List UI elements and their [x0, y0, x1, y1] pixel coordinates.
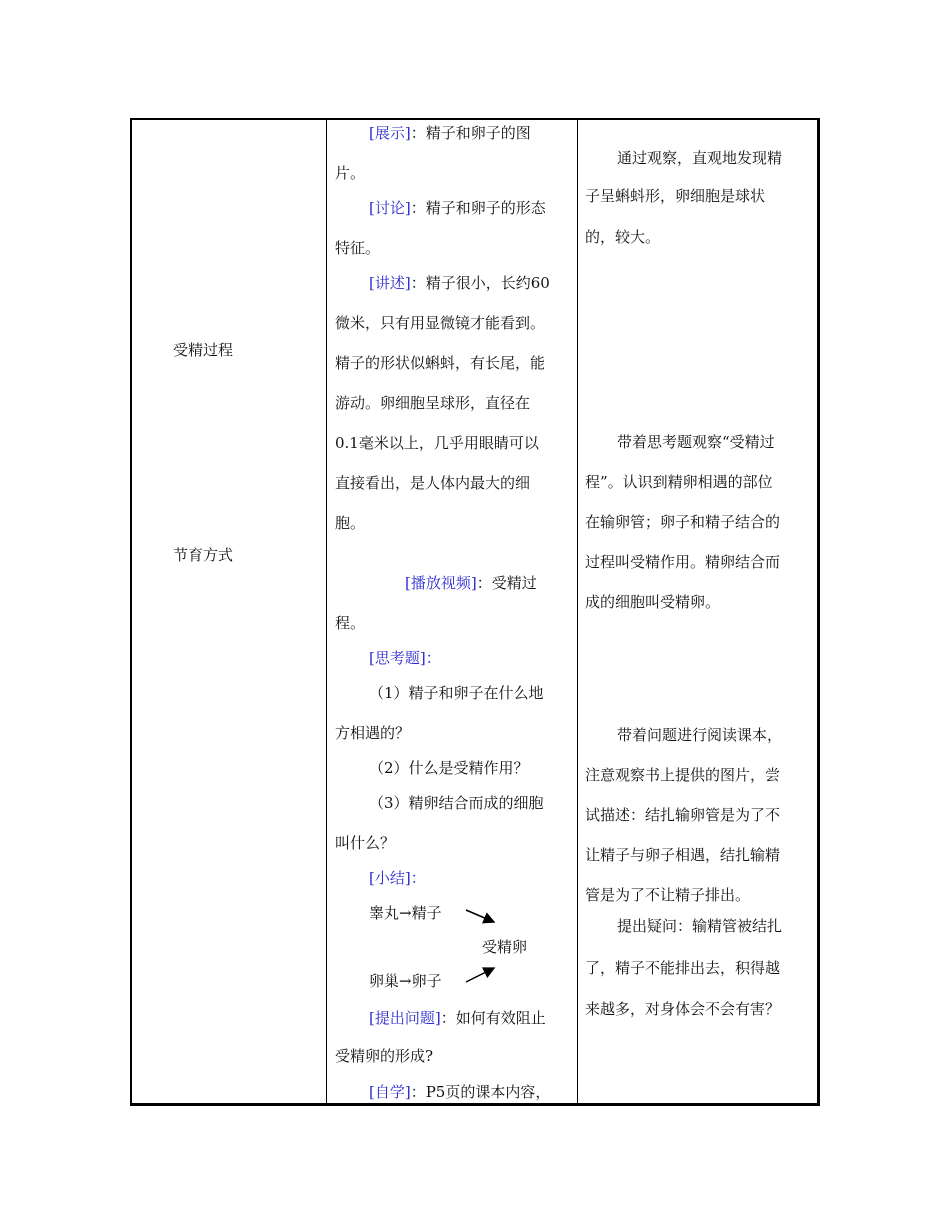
think-colon: ：: [425, 649, 441, 667]
self-study-tag: [自学]: [369, 1083, 411, 1101]
video-note-line-3: 在输卵管；卵子和精子结合的: [585, 513, 781, 531]
lecture-line-2: 微米，只有用显微镜才能看到。: [335, 314, 546, 332]
lecture-line-3: 精子的形状似蝌蚪，有长尾，能: [335, 354, 546, 372]
lecture-line-5: 0.1毫米以上，几乎用眼睛可以: [335, 434, 539, 452]
topic-fertilization: 受精过程: [173, 341, 234, 359]
reading-line-1: 带着问题进行阅读课本，: [617, 726, 783, 744]
lecture-line-6: 直接看出，是人体内最大的细: [335, 474, 531, 492]
lecture-line-4: 游动。卵细胞呈球形，直径在: [335, 394, 531, 412]
video-note-line-2: 程”。认识到精卵相遇的部位: [585, 473, 773, 491]
ask-text: ：如何有效阻止: [440, 1009, 546, 1027]
observe-line-1: 通过观察，直观地发现精: [617, 149, 783, 167]
summary-ovary-line: 卵巢→卵子: [369, 972, 442, 990]
think-tag: [思考题]: [369, 649, 426, 667]
question-note-line-1: 提出疑问：输精管被结扎: [617, 917, 783, 935]
video-text: ：受精过: [476, 574, 537, 592]
question-1-line-2: 方相遇的？: [335, 724, 411, 742]
discuss-tag: [讨论]: [369, 199, 411, 217]
observe-line-2: 子呈蝌蚪形，卵细胞是球状: [585, 187, 766, 205]
discuss-line-2: 特征。: [335, 239, 381, 257]
question-3-line-1: （3）精卵结合而成的细胞: [369, 794, 544, 812]
observe-line-3: 的，较大。: [585, 228, 661, 246]
summary-testis-line: 睾丸→精子: [369, 904, 442, 922]
topic-contraception: 节育方式: [173, 546, 234, 564]
question-2: （2）什么是受精作用？: [369, 759, 529, 777]
show-tag: [展示]: [369, 124, 411, 142]
summary-tag: [小结]: [369, 869, 411, 887]
ask-line-1: [369, 1008, 546, 1028]
lecture-text: ：精子很小，长约60: [410, 274, 550, 292]
ask-tag: [提出问题]: [369, 1009, 441, 1027]
ask-line-2: 受精卵的形成?: [335, 1047, 434, 1065]
reading-line-5: 管是为了不让精子排出。: [585, 886, 751, 904]
reading-line-4: 让精子与卵子相遇，结扎输精: [585, 846, 781, 864]
show-text: ：精子和卵子的图: [410, 124, 531, 142]
lecture-tag: [讲述]: [369, 274, 411, 292]
show-line-2: 片。: [335, 164, 366, 182]
question-1-line-1: （1）精子和卵子在什么地: [369, 684, 544, 702]
self-study-text: ：P5页的课本内容，: [410, 1083, 551, 1101]
question-3-line-2: 叫什么？: [335, 834, 396, 852]
self-study-line: [369, 1082, 550, 1102]
question-note-line-2: 了，精子不能排出去，积得越: [585, 959, 781, 977]
arrow-sperm-to-zygote: [466, 910, 494, 922]
question-note-line-3: 来越多，对身体会不会有害？: [585, 1000, 781, 1018]
video-note-line-5: 成的细胞叫受精卵。: [585, 593, 721, 611]
video-tag: [播放视频]: [405, 574, 477, 592]
video-note-line-4: 过程叫受精作用。精卵结合而: [585, 553, 781, 571]
video-note-line-1: 带着思考题观察“受精过: [617, 433, 775, 451]
arrow-egg-to-zygote: [466, 968, 494, 982]
summary-colon: ：: [410, 869, 426, 887]
discuss-text: ：精子和卵子的形态: [410, 199, 546, 217]
video-line-2: 程。: [335, 614, 366, 632]
reading-line-2: 注意观察书上提供的图片，尝: [585, 766, 781, 784]
reading-line-3: 试描述：结扎输卵管是为了不: [585, 806, 781, 824]
summary-zygote: 受精卵: [482, 938, 528, 956]
lecture-line-7: 胞。: [335, 514, 366, 532]
